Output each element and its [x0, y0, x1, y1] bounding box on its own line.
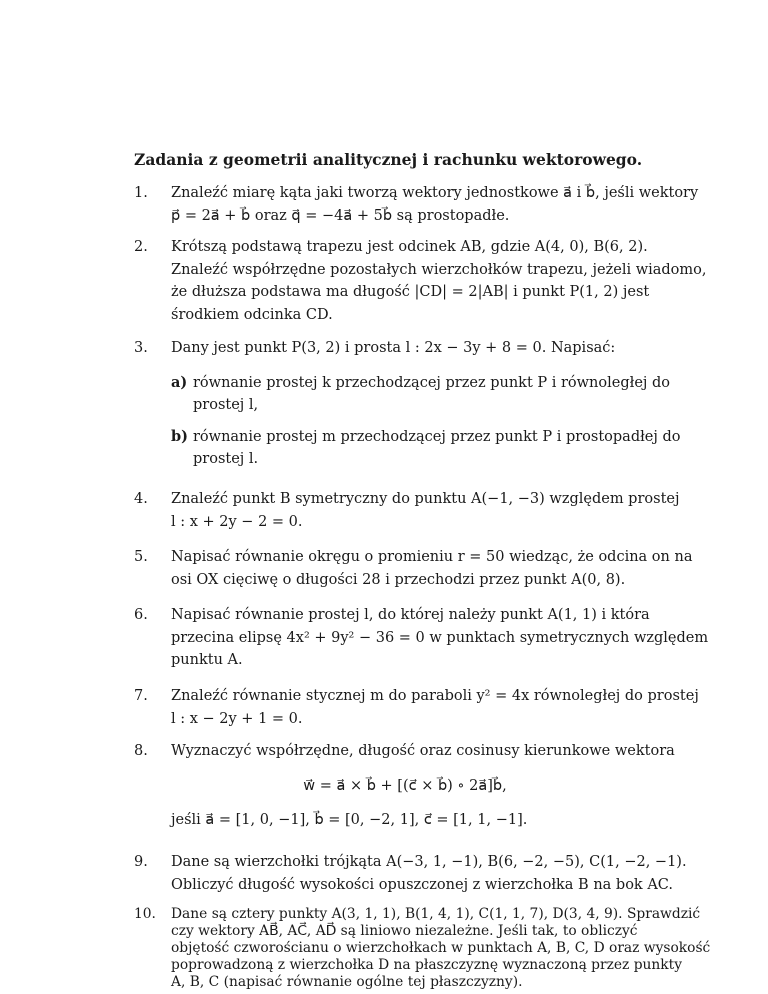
problem-line: że dłuższa podstawa ma długość |CD| = 2|AB| i punkt P(1, 2) jest: [171, 284, 650, 300]
problem-line: Dany jest punkt P(3, 2) i prosta l : 2x − 3y + 8 = 0. Napisać:: [171, 340, 616, 356]
subproblem-label: a): [171, 373, 188, 391]
problem-line: l : x − 2y + 1 = 0.: [171, 710, 303, 727]
subproblem-label: b): [171, 427, 188, 445]
problem-line: Wyznaczyć współrzędne, długość oraz cosinusy kierunkowe wektora: [171, 743, 675, 759]
problem-number: 5.: [134, 549, 148, 565]
problem-line: Znaleźć współrzędne pozostałych wierzchołków trapezu, jeżeli wiadomo,: [171, 261, 707, 278]
problem-line: Znaleźć punkt B symetryczny do punktu A(−1, −3) względem prostej: [171, 491, 680, 507]
problem-line: poprowadzoną z wierzchołka D na płaszczyznę wyznaczoną przez punkty: [171, 957, 683, 973]
problem-line: punktu A.: [171, 652, 243, 668]
problem-line: Znaleźć miarę kąta jaki tworzą wektory jednostkowe a⃗ i b⃗, jeśli wektory: [171, 185, 699, 201]
problem-number: 1.: [134, 185, 148, 201]
subproblem-b: [171, 426, 681, 471]
problem-line: l : x + 2y − 2 = 0.: [171, 513, 303, 530]
problem-line: Napisać równanie okręgu o promieniu r = 50 wiedząc, że odcina on na: [171, 549, 693, 565]
problem-number: 2.: [134, 239, 148, 255]
problem-number: 6.: [134, 607, 148, 623]
formula: w⃗ = a⃗ × b⃗ + [(c⃗ × b⃗) ∘ 2a⃗]b⃗,: [303, 777, 507, 794]
problem-line: przecina elipsę 4x² + 9y² − 36 = 0 w punktach symetrycznych względem: [171, 629, 709, 646]
problem-number: 9.: [134, 854, 148, 870]
problem-line: p⃗ = 2a⃗ + b⃗ oraz q⃗ = −4a⃗ + 5b⃗ są prostopadłe.: [171, 207, 510, 224]
problem-line: Krótszą podstawą trapezu jest odcinek AB, gdzie A(4, 0), B(6, 2).: [171, 239, 648, 255]
problem-line: Obliczyć długość wysokości opuszczonej z wierzchołka B na bok AC.: [171, 876, 673, 893]
subproblem-line: prostej l.: [193, 451, 259, 467]
problem-line: objętość czworościanu o wierzchołkach w punktach A, B, C, D oraz wysokość: [171, 940, 711, 956]
page-title: Zadania z geometrii analitycznej i rachunku wektorowego.: [134, 150, 643, 169]
problem-number: 3.: [134, 340, 148, 356]
problem-line: Dane są cztery punkty A(3, 1, 1), B(1, 4, 1), C(1, 1, 7), D(3, 4, 9). Sprawdzić: [171, 906, 701, 922]
problem-line: Dane są wierzchołki trójkąta A(−3, 1, −1), B(6, −2, −5), C(1, −2, −1).: [171, 854, 687, 870]
subproblem-line: prostej l,: [193, 397, 259, 413]
subproblem-a: [171, 372, 676, 417]
problem-line: środkiem odcinka CD.: [171, 306, 333, 323]
problem-number: 10.: [134, 906, 156, 922]
subproblem-line: równanie prostej m przechodzącej przez punkt P i prostopadłej do: [193, 428, 681, 445]
problem-line: czy wektory AB⃗, AC⃗, AD⃗ są liniowo niezależne. Jeśli tak, to obliczyć: [171, 923, 638, 939]
problem-number: 7.: [134, 688, 148, 704]
problem-line: osi OX cięciwę o długości 28 i przechodzi przez punkt A(0, 8).: [171, 571, 626, 588]
subproblem-line: równanie prostej k przechodzącej przez punkt P i równoległej do: [193, 374, 671, 391]
problem-number: 8.: [134, 743, 148, 759]
problem-line: jeśli a⃗ = [1, 0, −1], b⃗ = [0, −2, 1], c⃗ = [1, 1, −1].: [171, 812, 528, 828]
problem-line: Napisać równanie prostej l, do której należy punkt A(1, 1) i która: [171, 607, 650, 623]
problem-number: 4.: [134, 491, 148, 507]
problem-line: A, B, C (napisać równanie ogólne tej płaszczyzny).: [171, 974, 523, 990]
problem-line: Znaleźć równanie stycznej m do paraboli y² = 4x równoległej do prostej: [171, 688, 699, 704]
